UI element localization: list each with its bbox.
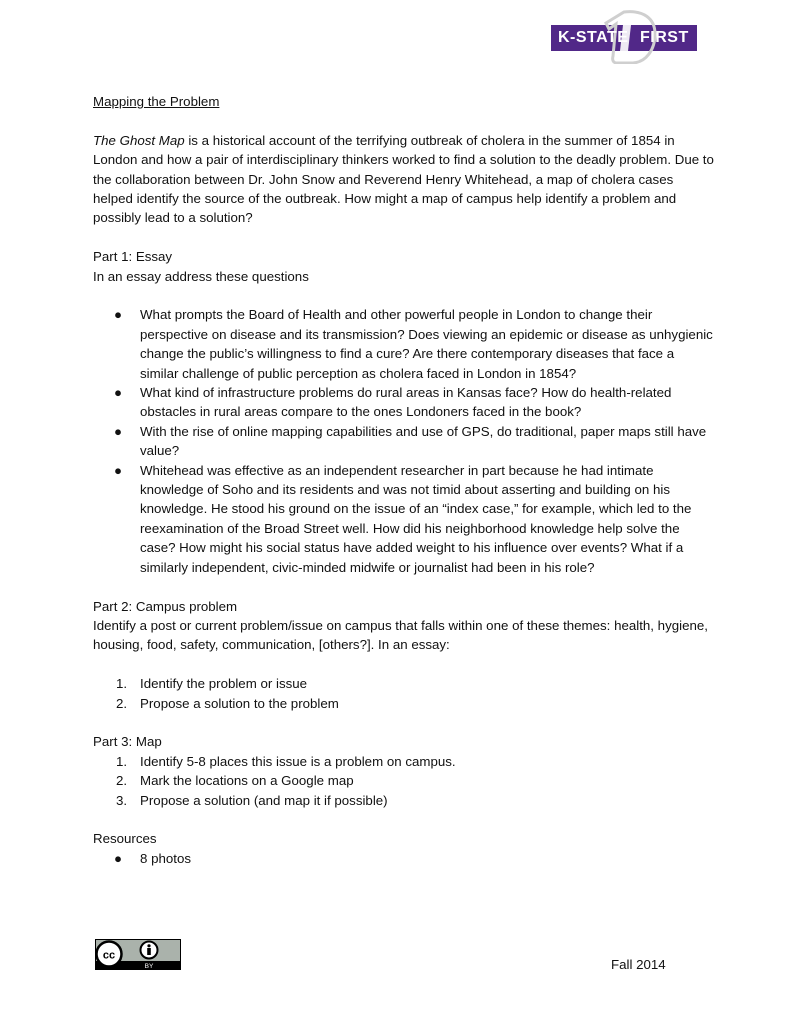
item-number: 1. bbox=[116, 676, 128, 692]
resources-heading: Resources bbox=[93, 831, 157, 847]
list-item bbox=[93, 674, 715, 693]
list-item bbox=[93, 694, 715, 713]
part2-text: Identify a post or current problem/issue on campus that falls within one of these themes: health, hygiene, housing, food, safety, communication, [others?]. In an essay: bbox=[93, 617, 708, 653]
part3-steps-list bbox=[93, 752, 715, 810]
part3-heading: Part 3: Map bbox=[93, 734, 162, 750]
part2-heading: Part 2: Campus problem bbox=[93, 598, 238, 614]
bullet-icon: ● bbox=[114, 850, 123, 866]
question-text: What kind of infrastructure problems do rural areas in Kansas face? How do health-related obstacles in rural areas compare to the ones Londoners faced in the book? bbox=[140, 385, 672, 420]
bullet-icon: ● bbox=[114, 307, 123, 323]
step-text: Identify the problem or issue bbox=[140, 676, 308, 692]
page-title: Mapping the Problem bbox=[93, 94, 220, 109]
part1-questions-list bbox=[93, 305, 715, 577]
part2-steps-list bbox=[93, 674, 715, 713]
step-text: Mark the locations on a Google map bbox=[140, 773, 354, 789]
document-body bbox=[93, 92, 715, 868]
resources-list bbox=[93, 849, 715, 868]
logo-right-text: FIRST bbox=[640, 29, 689, 46]
list-item bbox=[93, 791, 715, 810]
list-item bbox=[93, 305, 715, 383]
step-text: Identify 5-8 places this issue is a problem on campus. bbox=[140, 753, 456, 769]
footer-date: Fall 2014 bbox=[611, 957, 666, 972]
bullet-icon: ● bbox=[114, 385, 123, 401]
creative-commons-by-icon bbox=[95, 939, 181, 970]
logo-left-text: K-STATE bbox=[558, 29, 629, 46]
part1-subheading: In an essay address these questions bbox=[93, 268, 309, 284]
list-item bbox=[93, 461, 715, 577]
item-number: 3. bbox=[116, 792, 128, 808]
part1-heading: Part 1: Essay bbox=[93, 249, 173, 265]
intro-paragraph bbox=[93, 131, 715, 228]
svg-text:cc: cc bbox=[102, 949, 116, 962]
step-text: Propose a solution (and map it if possible) bbox=[140, 792, 388, 808]
list-item bbox=[93, 422, 715, 461]
item-number: 2. bbox=[116, 773, 128, 789]
k-state-first-logo bbox=[551, 10, 697, 64]
license-label: BY bbox=[144, 963, 154, 970]
item-number: 2. bbox=[116, 695, 128, 711]
bullet-icon: ● bbox=[114, 423, 123, 439]
bullet-icon: ● bbox=[114, 462, 123, 478]
list-item bbox=[93, 849, 715, 868]
item-number: 1. bbox=[116, 753, 128, 769]
question-text: With the rise of online mapping capabilities and use of GPS, do traditional, paper maps still have value? bbox=[140, 423, 707, 459]
list-item bbox=[93, 383, 715, 422]
resource-text: 8 photos bbox=[140, 850, 192, 866]
question-text: Whitehead was effective as an independent researcher in part because he had intimate knowledge of Soho and its residents and was not timid about asserting and building on his knowledge. He stood his ground on the issue of an “index case,” for example, which led to the reexamination of the Broad Street well. How did his neighborhood knowledge help solve the case? How might his social status have added weight to his influence over events? What if a similarly independent, civic-minded midwife or journalist had been in his role? bbox=[140, 462, 692, 575]
question-text: What prompts the Board of Health and other powerful people in London to change their perspective on disease and its transmission? Does viewing an epidemic or disease as unhygienic change the public’s willingness to find a cure? Are there contemporary diseases that face a similar challenge of public perception as cholera faced in London in 1854? bbox=[140, 307, 713, 381]
list-item bbox=[93, 771, 715, 790]
step-text: Propose a solution to the problem bbox=[140, 695, 339, 711]
book-title: The Ghost Map bbox=[93, 132, 185, 148]
intro-text: is a historical account of the terrifying outbreak of cholera in the summer of 1854 in London and how a pair of interdisciplinary thinkers worked to find a solution to the deadly problem. Due to the collaboration between Dr. John Snow and Reverend Henry Whitehead, a map of cholera cases helped identify the source of the outbreak. How might a map of campus help identify a problem and possibly lead to a solution? bbox=[93, 132, 714, 226]
list-item bbox=[93, 752, 715, 771]
